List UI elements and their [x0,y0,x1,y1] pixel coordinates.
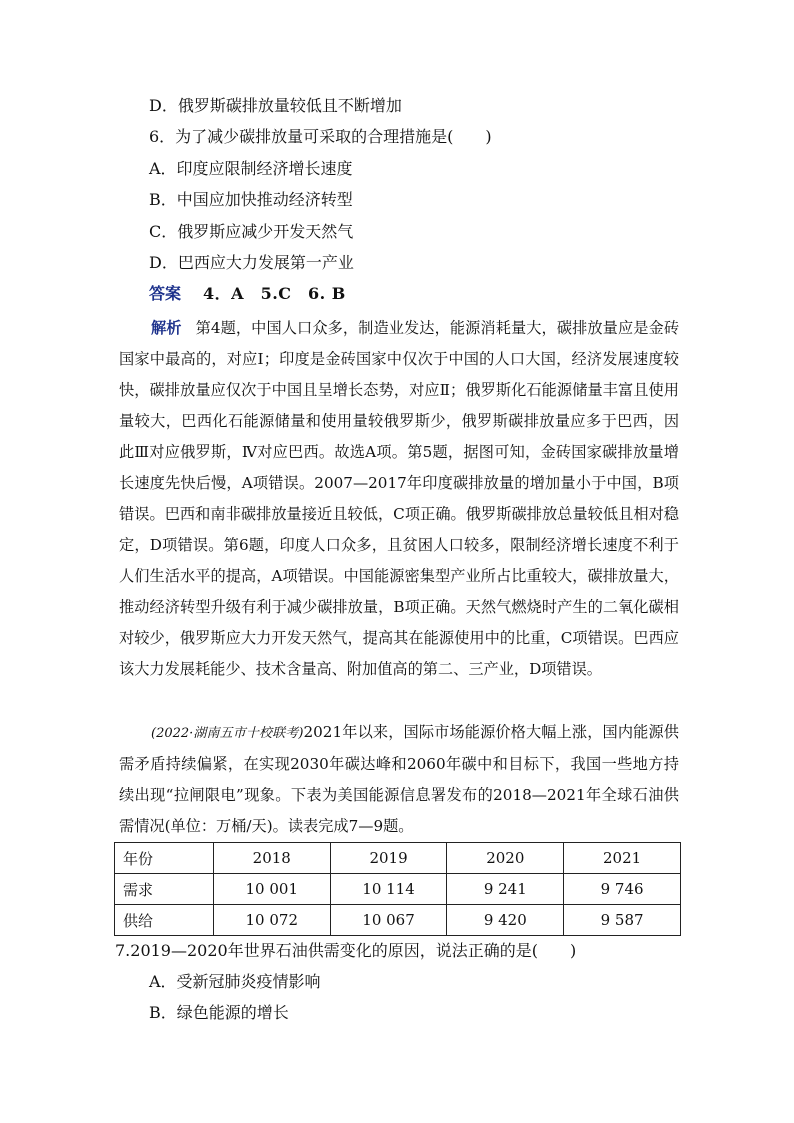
answer-label: 答案 [149,284,182,303]
table-cell: 9 241 [447,874,564,905]
q7-stem: 7.2019—2020年世界石油供需变化的原因，说法正确的是( ) [115,941,577,960]
table-cell: 10 001 [213,874,330,905]
q6-option-d: D．巴西应大力发展第一产业 [149,253,354,272]
table-cell: 9 587 [564,905,681,936]
table-row [115,905,681,936]
analysis-paragraph [119,313,679,685]
answer-text: 4．A 5.C 6. B [203,284,346,303]
table-header-row [115,843,681,874]
table-header-cell: 2021 [564,843,681,874]
oil-supply-demand-table [114,842,681,936]
q6-option-b: B．中国应加快推动经济转型 [149,190,353,209]
q6-stem: 6．为了减少碳排放量可采取的合理措施是( ) [149,127,492,146]
q7-option-b: B．绿色能源的增长 [149,1003,289,1022]
answer-line [149,283,346,305]
table-cell: 10 067 [330,905,447,936]
table-header-cell: 2018 [213,843,330,874]
table-cell: 10 114 [330,874,447,905]
q6-option-a: A．印度应限制经济增长速度 [149,159,353,178]
analysis-text: 第4题，中国人口众多，制造业发达，能源消耗量大，碳排放量应是金砖国家中最高的，对应Ⅰ；印度是金砖国家中仅次于中国的人口大国，经济发展速度较快，碳排放量应仅次于中国且呈增长态势，对应Ⅱ；俄罗斯化石能源储量丰富且使用量较大，巴西化石能源储量和使用量较俄罗斯少，俄罗斯碳排放量应多于巴西，因此Ⅲ对应俄罗斯，Ⅳ对应巴西。故选A项。第5题，据图可知，金砖国家碳排放量增长速度先快后慢，A项错误。2007—2017年印度碳排放量的增加量小于中国，B项错误。巴西和南非碳排放量接近且较低，C项正确。俄罗斯碳排放总量较低且相对稳定，D项错误。第6题，印度人口众多，且贫困人口较多，限制经济增长速度不利于人们生活水平的提高，A项错误。中国能源密集型产业所占比重较大，碳排放量大，推动经济转型升级有利于减少碳排放量，B项正确。天然气燃烧时产生的二氧化碳相对较少，俄罗斯应大力开发天然气，提高其在能源使用中的比重，C项错误。巴西应该大力发展耗能少、技术含量高、附加值高的第二、三产业，D项错误。 [119,319,680,678]
q6-option-c: C．俄罗斯应减少开发天然气 [149,222,354,241]
table-header-cell: 年份 [115,843,214,874]
table-header-cell: 2019 [330,843,447,874]
question-intro-paragraph [119,717,679,842]
table-cell: 10 072 [213,905,330,936]
question-intro-text: 2021年以来，国际市场能源价格大幅上涨，国内能源供需矛盾持续偏紧，在实现2030年碳达峰和2060年碳中和目标下，我国一些地方持续出现“拉闸限电”现象。下表为美国能源信息署发布的2018—2021年全球石油供需情况(单位：万桶/天)。读表完成7—9题。 [119,723,679,835]
table-cell: 需求 [115,874,214,905]
table-header-cell: 2020 [447,843,564,874]
question-source: (2022·湖南五市十校联考) [151,726,304,741]
q7-option-a: A．受新冠肺炎疫情影响 [149,972,321,991]
q5-option-d: D．俄罗斯碳排放量较低且不断增加 [149,96,402,115]
table-row [115,874,681,905]
table-cell: 9 746 [564,874,681,905]
analysis-label: 解析 [151,319,182,337]
table-cell: 供给 [115,905,214,936]
table-cell: 9 420 [447,905,564,936]
